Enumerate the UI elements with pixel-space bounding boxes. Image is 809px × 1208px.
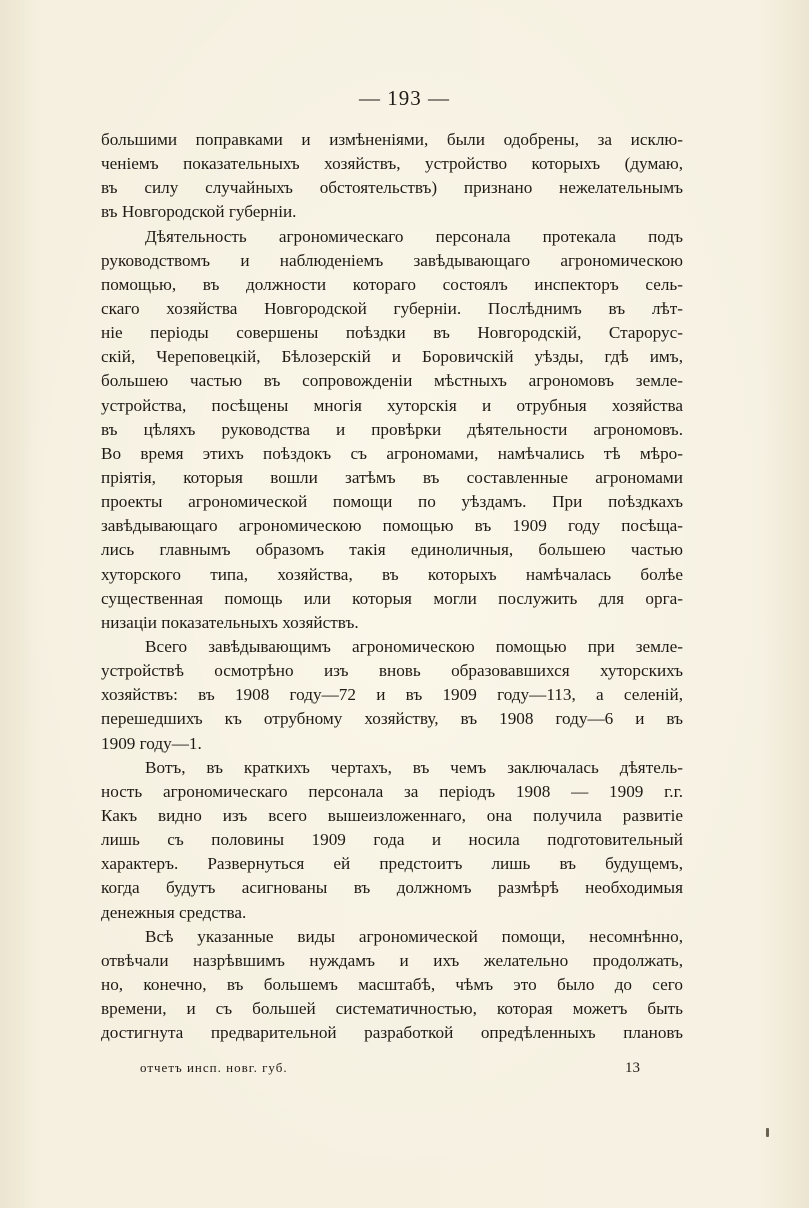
sheet-number: 13 bbox=[625, 1060, 640, 1076]
text-line: большими поправками и измѣненіями, были одобрены, за исклю- bbox=[101, 130, 683, 149]
text-line: устройства, посѣщены многія хуторскія и отрубныя хозяйства bbox=[101, 395, 683, 415]
text-line: скій, Череповецкій, Бѣлозерскій и Боровичскій уѣзды, гдѣ имъ, bbox=[101, 347, 683, 367]
text-line: низаціи показательныхъ хозяйствъ. bbox=[101, 612, 359, 632]
text-line: руководствомъ и наблюденіемъ завѣдывающаго агрономическою bbox=[101, 250, 683, 270]
text-line: отвѣчали назрѣвшимъ нуждамъ и ихъ желательно продолжать, bbox=[101, 950, 683, 970]
text-line: Дѣятельность агрономическаго персонала протекала подъ bbox=[145, 226, 683, 246]
text-line: хозяйствъ: въ 1908 году—72 и въ 1909 году—113, а селеній, bbox=[101, 685, 683, 705]
page-footer bbox=[140, 1060, 640, 1077]
text-line: перешедшихъ къ отрубному хозяйству, въ 1908 году—6 и въ bbox=[101, 709, 683, 729]
text-line: характеръ. Развернуться ей предстоитъ лишь въ будущемъ, bbox=[101, 854, 683, 874]
text-line: большею частью въ сопровожденіи мѣстныхъ агрономовъ земле- bbox=[101, 371, 683, 391]
text-line: Какъ видно изъ всего вышеизложеннаго, она получила развитіе bbox=[101, 805, 683, 825]
footer-signature: отчетъ инсп. новг. губ. bbox=[140, 1060, 288, 1075]
body-text bbox=[101, 128, 683, 1045]
text-line: пріятія, которыя вошли затѣмъ въ составленные агрономами bbox=[101, 467, 683, 487]
text-line: лись главнымъ образомъ такія единоличныя, большею частью bbox=[101, 540, 683, 560]
text-line: лишь съ половины 1909 года и носила подготовительный bbox=[101, 830, 683, 850]
text-line: въ силу случайныхъ обстоятельствъ) признано нежелательнымъ bbox=[101, 178, 683, 198]
text-line: Всего завѣдывающимъ агрономическою помощью при земле- bbox=[145, 636, 683, 656]
text-line: денежныя средства. bbox=[101, 902, 247, 922]
text-line: Вотъ, въ краткихъ чертахъ, въ чемъ заключалась дѣятель- bbox=[145, 757, 683, 777]
text-line: помощью, въ должности котораго состоялъ инспекторъ сель- bbox=[101, 274, 683, 294]
text-line: времени, и съ большей систематичностью, которая можетъ быть bbox=[101, 999, 683, 1019]
text-line: хуторского типа, хозяйства, въ которыхъ намѣчалась болѣе bbox=[101, 564, 683, 584]
text-line: ность агрономическаго персонала за періодъ 1908 — 1909 г.г. bbox=[101, 781, 683, 801]
text-line: Во время этихъ поѣздокъ съ агрономами, намѣчались тѣ мѣро- bbox=[101, 443, 683, 463]
text-line: ченіемъ показательныхъ хозяйствъ, устройство которыхъ (думаю, bbox=[101, 154, 683, 174]
text-line: 1909 году—1. bbox=[101, 733, 202, 753]
text-line: ніе періоды совершены поѣздки въ Новгородскій, Старорус- bbox=[101, 323, 683, 343]
paper-speck bbox=[766, 1128, 769, 1137]
text-line: но, конечно, въ большемъ масштабѣ, чѣмъ это было до сего bbox=[101, 974, 683, 994]
text-line: устройствѣ осмотрѣно изъ вновь образовавшихся хуторскихъ bbox=[101, 661, 683, 681]
page-number: — 193 — bbox=[359, 86, 450, 110]
text-line: существенная помощь или которыя могли послужить для орга- bbox=[101, 588, 683, 608]
text-line: Всѣ указанные виды агрономической помощи, несомнѣнно, bbox=[145, 926, 683, 946]
text-line: когда будутъ асигнованы въ должномъ размѣрѣ необходимыя bbox=[101, 878, 683, 898]
text-line: завѣдывающаго агрономическою помощью въ 1909 году посѣща- bbox=[101, 516, 683, 536]
text-line: достигнута предварительной разработкой опредѣленныхъ плановъ bbox=[101, 1023, 683, 1043]
text-line: въ цѣляхъ руководства и провѣрки дѣятельности агрономовъ. bbox=[101, 419, 683, 439]
text-line: проекты агрономической помощи по уѣздамъ. При поѣздкахъ bbox=[101, 492, 683, 512]
text-line: въ Новгородской губерніи. bbox=[101, 202, 297, 222]
text-line: скаго хозяйства Новгородской губерніи. Послѣднимъ въ лѣт- bbox=[101, 298, 683, 318]
